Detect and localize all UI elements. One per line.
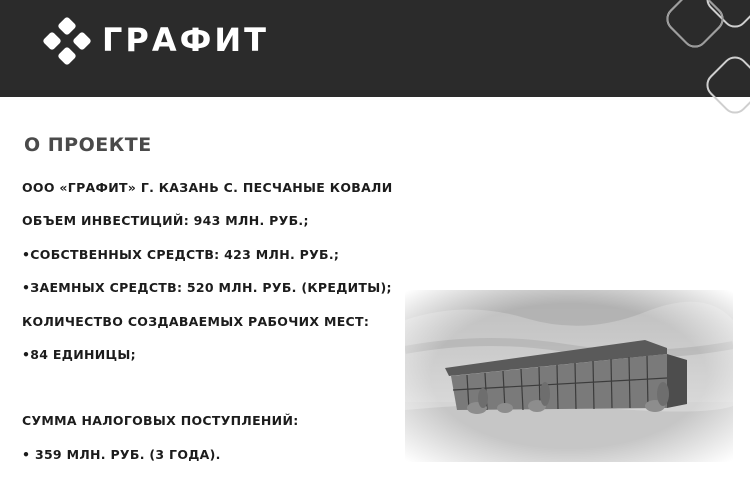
investment-line: ОБЪЕМ ИНВЕСТИЦИЙ: 943 МЛН. РУБ.; (22, 213, 309, 228)
own-funds-line: •СОБСТВЕННЫХ СРЕДСТВ: 423 МЛН. РУБ.; (22, 247, 340, 262)
logo-text: ГРАФИТ (102, 21, 269, 59)
company-line: ООО «ГРАФИТ» Г. КАЗАНЬ С. ПЕСЧАНЫЕ КОВАЛИ (22, 180, 393, 195)
jobs-line: КОЛИЧЕСТВО СОЗДАВАЕМЫХ РАБОЧИХ МЕСТ: (22, 314, 370, 329)
building-sketch-icon (405, 290, 733, 462)
diamond-cluster-icon (43, 17, 91, 65)
tax-amount-line: • 359 МЛН. РУБ. (3 ГОДА). (22, 447, 221, 462)
section-title: О ПРОЕКТЕ (24, 134, 152, 156)
header-bar (0, 0, 750, 97)
jobs-count-line: •84 ЕДИНИЦЫ; (22, 347, 136, 362)
tax-line: СУММА НАЛОГОВЫХ ПОСТУПЛЕНИЙ: (22, 413, 299, 428)
borrowed-funds-line: •ЗАЕМНЫХ СРЕДСТВ: 520 МЛН. РУБ. (КРЕДИТЫ); (22, 280, 392, 295)
